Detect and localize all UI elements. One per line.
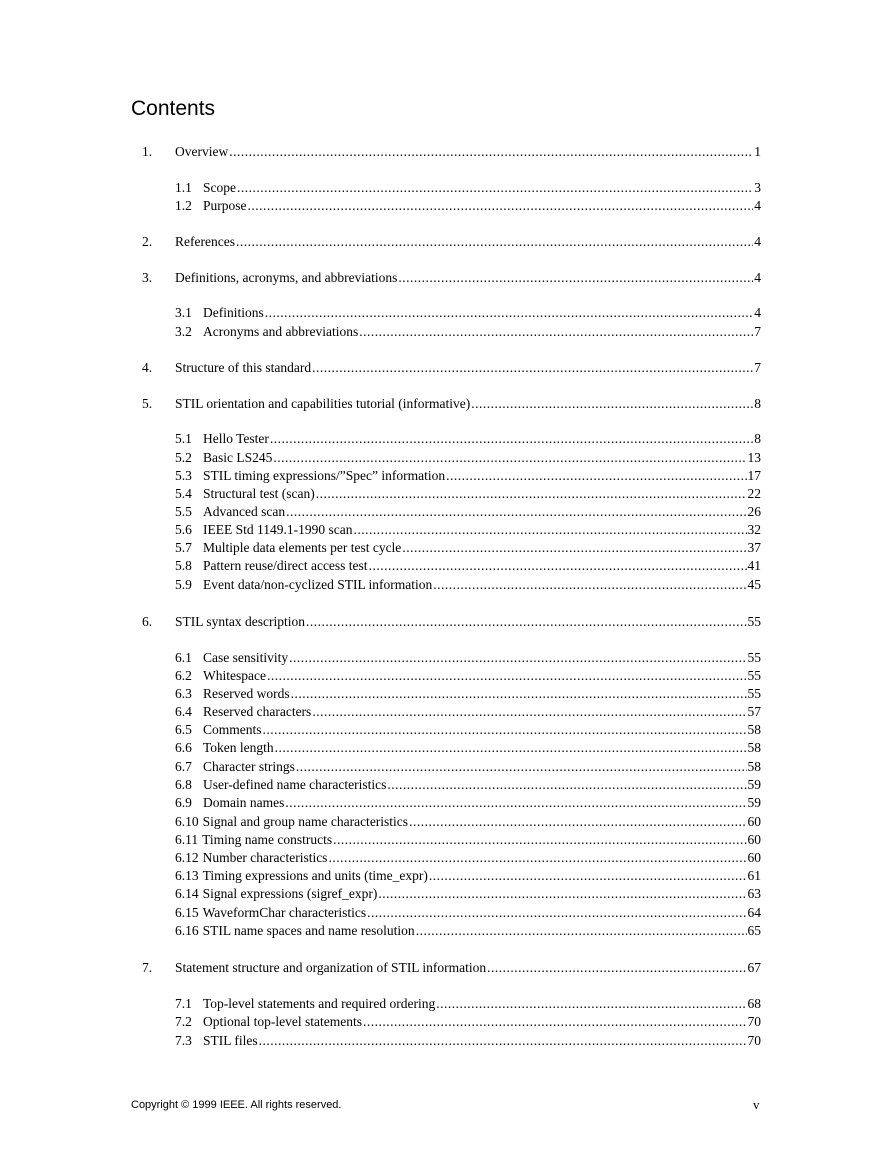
toc-section-entry[interactable]	[0, 650, 893, 666]
dot-leader	[286, 504, 746, 520]
toc-row	[175, 960, 761, 976]
toc-row	[175, 722, 761, 738]
section-number: 7.1	[175, 996, 192, 1011]
toc-section-entry[interactable]	[0, 431, 893, 447]
entry-title: Character strings	[203, 759, 295, 774]
entry-title: Reserved words	[203, 686, 290, 701]
entry-page-number: 61	[747, 868, 761, 883]
dot-leader	[312, 704, 746, 720]
section-number: 6.6	[175, 740, 192, 755]
toc-section-entry[interactable]	[0, 198, 893, 214]
section-number: 6.15	[175, 905, 199, 920]
toc-row	[175, 777, 761, 793]
toc-row	[175, 759, 761, 775]
toc-row	[175, 450, 761, 466]
toc-section-entry[interactable]	[0, 522, 893, 538]
section-number: 5.7	[175, 540, 192, 555]
toc-row	[175, 468, 761, 484]
entry-page-number: 4	[754, 270, 761, 285]
entry-title: IEEE Std 1149.1-1990 scan	[203, 522, 353, 537]
toc-section-entry[interactable]	[0, 577, 893, 593]
entry-page-number: 41	[747, 558, 761, 573]
entry-title: Event data/non-cyclized STIL information	[203, 577, 433, 592]
entry-title: STIL orientation and capabilities tutorial (informative)	[175, 396, 471, 411]
toc-section-entry[interactable]	[0, 759, 893, 775]
entry-page-number: 32	[747, 522, 761, 537]
toc-chapter-entry[interactable]	[0, 234, 893, 250]
toc-section-entry[interactable]	[0, 923, 893, 939]
toc-row	[175, 1014, 761, 1030]
toc-row	[175, 832, 761, 848]
dot-leader	[436, 996, 746, 1012]
toc-section-entry[interactable]	[0, 468, 893, 484]
entry-title: User-defined name characteristics	[203, 777, 387, 792]
toc-row	[175, 1033, 761, 1049]
dot-leader	[248, 198, 754, 214]
entry-title: Top-level statements and required ordering	[203, 996, 436, 1011]
toc-row	[175, 704, 761, 720]
toc-section-entry[interactable]	[0, 740, 893, 756]
entry-page-number: 57	[747, 704, 761, 719]
section-number: 6.9	[175, 795, 192, 810]
toc-section-entry[interactable]	[0, 814, 893, 830]
entry-title: Definitions	[203, 305, 264, 320]
entry-page-number: 55	[747, 650, 761, 665]
page-title: Contents	[131, 97, 216, 120]
toc-section-entry[interactable]	[0, 722, 893, 738]
dot-leader	[265, 305, 754, 321]
toc-row	[175, 522, 761, 538]
dot-leader	[306, 614, 747, 630]
chapter-number: 4.	[142, 360, 153, 375]
toc-section-entry[interactable]	[0, 795, 893, 811]
entry-page-number: 22	[747, 486, 761, 501]
toc-row	[175, 305, 761, 321]
dot-leader	[312, 360, 753, 376]
section-number: 7.3	[175, 1033, 192, 1048]
dot-leader	[353, 522, 746, 538]
toc-chapter-entry[interactable]	[0, 360, 893, 376]
dot-leader	[237, 180, 753, 196]
entry-title: Overview	[175, 144, 229, 159]
entry-title: Optional top-level statements	[203, 1014, 362, 1029]
toc-row	[175, 850, 761, 866]
toc-section-entry[interactable]	[0, 486, 893, 502]
entry-title: WaveformChar characteristics	[202, 905, 367, 920]
section-number: 6.12	[175, 850, 199, 865]
entry-title: Statement structure and organization of STIL information	[175, 960, 487, 975]
toc-section-entry[interactable]	[0, 704, 893, 720]
entry-page-number: 55	[747, 686, 761, 701]
section-number: 5.6	[175, 522, 192, 537]
toc-chapter-entry[interactable]	[0, 396, 893, 412]
entry-title: Case sensitivity	[203, 650, 289, 665]
toc-row	[175, 396, 761, 412]
entry-page-number: 37	[747, 540, 761, 555]
entry-page-number: 7	[754, 324, 761, 339]
toc-row	[175, 868, 761, 884]
entry-title: Purpose	[203, 198, 247, 213]
dot-leader	[291, 686, 747, 702]
toc-row	[175, 558, 761, 574]
section-number: 3.2	[175, 324, 192, 339]
entry-page-number: 58	[747, 740, 761, 755]
toc-row	[175, 180, 761, 196]
toc-section-entry[interactable]	[0, 324, 893, 340]
entry-page-number: 58	[747, 722, 761, 737]
entry-title: STIL syntax description	[175, 614, 305, 629]
toc-row	[175, 668, 761, 684]
toc-row	[175, 431, 761, 447]
dot-leader	[359, 324, 753, 340]
entry-page-number: 13	[747, 450, 761, 465]
entry-title: Comments	[203, 722, 262, 737]
chapter-number: 3.	[142, 270, 153, 285]
dot-leader	[289, 650, 746, 666]
entry-title: Advanced scan	[203, 504, 286, 519]
entry-title: Whitespace	[203, 668, 266, 683]
entry-title: Reserved characters	[203, 704, 312, 719]
toc-section-entry[interactable]	[0, 886, 893, 902]
dot-leader	[316, 486, 747, 502]
entry-page-number: 60	[747, 814, 761, 829]
toc-row	[175, 144, 761, 160]
entry-title: STIL timing expressions/”Spec” information	[203, 468, 446, 483]
entry-title: Token length	[203, 740, 274, 755]
entry-page-number: 55	[747, 668, 761, 683]
toc-row	[175, 234, 761, 250]
toc-chapter-entry[interactable]	[0, 270, 893, 286]
entry-page-number: 55	[747, 614, 761, 629]
section-number: 6.5	[175, 722, 192, 737]
toc-section-entry[interactable]	[0, 777, 893, 793]
dot-leader	[328, 850, 746, 866]
toc-row	[175, 198, 761, 214]
entry-title: References	[175, 234, 235, 249]
section-number: 3.1	[175, 305, 192, 320]
entry-title: Signal expressions (sigref_expr)	[202, 886, 378, 901]
toc-section-entry[interactable]	[0, 540, 893, 556]
chapter-number: 5.	[142, 396, 153, 411]
toc-row	[175, 905, 761, 921]
entry-page-number: 3	[754, 180, 761, 195]
section-number: 5.4	[175, 486, 192, 501]
toc-section-entry[interactable]	[0, 996, 893, 1012]
section-number: 6.16	[175, 923, 199, 938]
toc-section-entry[interactable]	[0, 1014, 893, 1030]
toc-row	[175, 577, 761, 593]
copyright-notice: Copyright © 1999 IEEE. All rights reserved.	[131, 1099, 342, 1111]
section-number: 5.3	[175, 468, 192, 483]
toc-row	[175, 886, 761, 902]
section-number: 5.8	[175, 558, 192, 573]
entry-title: Domain names	[203, 795, 285, 810]
page-number: v	[753, 1097, 760, 1112]
entry-title: Timing expressions and units (time_expr)	[202, 868, 428, 883]
dot-leader	[367, 905, 746, 921]
chapter-number: 1.	[142, 144, 153, 159]
entry-page-number: 68	[747, 996, 761, 1011]
section-number: 6.8	[175, 777, 192, 792]
entry-page-number: 59	[747, 777, 761, 792]
entry-title: Structural test (scan)	[203, 486, 315, 501]
entry-title: Number characteristics	[202, 850, 328, 865]
section-number: 1.1	[175, 180, 192, 195]
toc-section-entry[interactable]	[0, 868, 893, 884]
entry-page-number: 58	[747, 759, 761, 774]
entry-page-number: 70	[747, 1033, 761, 1048]
entry-title: Signal and group name characteristics	[202, 814, 409, 829]
dot-leader	[398, 270, 753, 286]
entry-page-number: 8	[754, 396, 761, 411]
toc-chapter-entry[interactable]	[0, 144, 893, 160]
section-number: 6.11	[175, 832, 199, 847]
chapter-number: 2.	[142, 234, 153, 249]
section-number: 7.2	[175, 1014, 192, 1029]
toc-row	[175, 504, 761, 520]
section-number: 1.2	[175, 198, 192, 213]
toc-section-entry[interactable]	[0, 905, 893, 921]
section-number: 5.5	[175, 504, 192, 519]
dot-leader	[487, 960, 746, 976]
entry-page-number: 1	[754, 144, 761, 159]
toc-row	[175, 996, 761, 1012]
toc-row	[175, 814, 761, 830]
entry-title: Multiple data elements per test cycle	[203, 540, 402, 555]
entry-title: Pattern reuse/direct access test	[203, 558, 368, 573]
toc-row	[175, 795, 761, 811]
entry-title: Scope	[203, 180, 236, 195]
toc-chapter-entry[interactable]	[0, 960, 893, 976]
entry-page-number: 64	[747, 905, 761, 920]
section-number: 6.4	[175, 704, 192, 719]
dot-leader	[402, 540, 746, 556]
section-number: 5.2	[175, 450, 192, 465]
entry-page-number: 17	[747, 468, 761, 483]
toc-row	[175, 540, 761, 556]
section-number: 6.10	[175, 814, 199, 829]
chapter-number: 7.	[142, 960, 153, 975]
entry-page-number: 45	[747, 577, 761, 592]
entry-page-number: 4	[754, 305, 761, 320]
entry-title: Hello Tester	[203, 431, 269, 446]
dot-leader	[270, 431, 753, 447]
toc-row	[175, 686, 761, 702]
toc-section-entry[interactable]	[0, 504, 893, 520]
dot-leader	[429, 868, 747, 884]
dot-leader	[416, 923, 747, 939]
entry-page-number: 60	[747, 850, 761, 865]
entry-page-number: 4	[754, 234, 761, 249]
toc-section-entry[interactable]	[0, 558, 893, 574]
dot-leader	[433, 577, 746, 593]
dot-leader	[263, 722, 747, 738]
toc-section-entry[interactable]	[0, 832, 893, 848]
dot-leader	[409, 814, 746, 830]
toc-section-entry[interactable]	[0, 450, 893, 466]
dot-leader	[369, 558, 747, 574]
toc-section-entry[interactable]	[0, 1033, 893, 1049]
entry-page-number: 4	[754, 198, 761, 213]
section-number: 5.1	[175, 431, 192, 446]
dot-leader	[333, 832, 746, 848]
dot-leader	[259, 1033, 747, 1049]
toc-section-entry[interactable]	[0, 686, 893, 702]
entry-page-number: 7	[754, 360, 761, 375]
toc-row	[175, 486, 761, 502]
dot-leader	[363, 1014, 747, 1030]
entry-page-number: 67	[747, 960, 761, 975]
entry-page-number: 63	[747, 886, 761, 901]
dot-leader	[285, 795, 746, 811]
toc-section-entry[interactable]	[0, 180, 893, 196]
entry-title: Acronyms and abbreviations	[203, 324, 359, 339]
dot-leader	[471, 396, 753, 412]
toc-row	[175, 650, 761, 666]
toc-row	[175, 360, 761, 376]
entry-page-number: 70	[747, 1014, 761, 1029]
entry-page-number: 65	[747, 923, 761, 938]
entry-page-number: 26	[747, 504, 761, 519]
dot-leader	[378, 886, 746, 902]
section-number: 6.2	[175, 668, 192, 683]
entry-page-number: 59	[747, 795, 761, 810]
chapter-number: 6.	[142, 614, 153, 629]
entry-title: Basic LS245	[203, 450, 273, 465]
toc-row	[175, 324, 761, 340]
entry-title: STIL name spaces and name resolution	[202, 923, 415, 938]
toc-row	[175, 614, 761, 630]
entry-page-number: 60	[747, 832, 761, 847]
dot-leader	[229, 144, 753, 160]
entry-page-number: 8	[754, 431, 761, 446]
entry-title: Structure of this standard	[175, 360, 312, 375]
section-number: 6.14	[175, 886, 199, 901]
section-number: 5.9	[175, 577, 192, 592]
dot-leader	[267, 668, 747, 684]
dot-leader	[275, 740, 747, 756]
section-number: 6.1	[175, 650, 192, 665]
toc-section-entry[interactable]	[0, 850, 893, 866]
section-number: 6.3	[175, 686, 192, 701]
toc-row	[175, 270, 761, 286]
dot-leader	[387, 777, 746, 793]
dot-leader	[446, 468, 746, 484]
toc-section-entry[interactable]	[0, 668, 893, 684]
toc-row	[175, 923, 761, 939]
toc-row	[175, 740, 761, 756]
section-number: 6.7	[175, 759, 192, 774]
dot-leader	[236, 234, 753, 250]
entry-title: STIL files	[203, 1033, 258, 1048]
section-number: 6.13	[175, 868, 199, 883]
entry-title: Definitions, acronyms, and abbreviations	[175, 270, 398, 285]
entry-title: Timing name constructs	[202, 832, 333, 847]
dot-leader	[296, 759, 747, 775]
toc-chapter-entry[interactable]	[0, 614, 893, 630]
dot-leader	[273, 450, 746, 466]
toc-section-entry[interactable]	[0, 305, 893, 321]
